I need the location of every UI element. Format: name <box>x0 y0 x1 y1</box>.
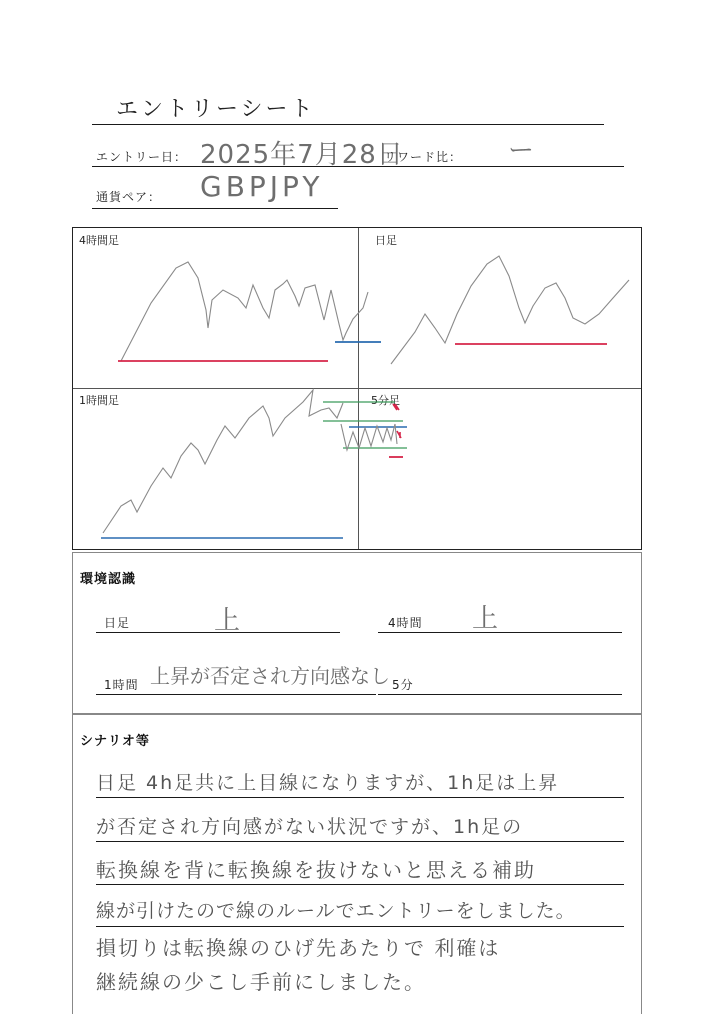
entry-date-label: エントリー日： <box>96 150 188 164</box>
scenario-underline-3 <box>96 884 624 885</box>
env-h1-value: 上昇が否定され方向感なし <box>150 664 390 688</box>
h1-price-sketch <box>103 390 343 533</box>
m5-red-arrow-icon <box>393 404 399 410</box>
scenario-line-6: 継続線の少こし手前にしました。 <box>96 970 426 994</box>
m5-red-arrow-icon-2 <box>397 431 401 438</box>
h4-price-sketch <box>121 262 368 361</box>
environment-box <box>72 552 642 714</box>
pair-label: 通貨ペア： <box>96 190 162 204</box>
scenario-underline-2 <box>96 841 624 842</box>
scenario-line-2: が否定され方向感がない状況ですが、1h足の <box>96 816 524 838</box>
reward-label: リワード比： <box>384 150 463 164</box>
sheet-title: エントリーシート <box>116 97 316 122</box>
env-h4-value: 上 <box>472 604 499 634</box>
chart-label-h1: 1時間足 <box>79 394 119 407</box>
scenario-line-3: 転換線を背に転換線を抜けないと思える補助 <box>96 858 536 882</box>
scenario-underline-4 <box>96 926 624 927</box>
env-h4-label: 4時間 <box>388 616 423 630</box>
env-daily-underline <box>96 632 340 633</box>
scenario-line-4: 線が引けたので線のルールでエントリーをしました。 <box>96 900 576 922</box>
m5-price-sketch <box>341 424 397 450</box>
env-h4-underline <box>378 632 622 633</box>
chart-sketches <box>73 228 643 551</box>
scenario-line-5: 損切りは転換線のひげ先あたりで 利確は <box>96 936 501 960</box>
environment-title: 環境認識 <box>80 572 137 587</box>
chart-label-m5: 5分足 <box>371 394 400 407</box>
scenario-line-1: 日足 4h足共に上目線になりますが、1h足は上昇 <box>96 772 560 794</box>
env-h1-label: 1時間 <box>104 678 139 692</box>
scenario-underline-1 <box>96 797 624 798</box>
env-m5-label: 5分 <box>392 678 414 692</box>
pair-value: GBPJPY <box>200 170 324 203</box>
daily-price-sketch <box>391 256 629 364</box>
chart-label-h4: 4時間足 <box>79 234 119 247</box>
env-daily-label: 日足 <box>104 616 131 630</box>
pair-underline <box>92 208 338 209</box>
chart-grid <box>72 227 642 550</box>
title-underline <box>92 124 604 125</box>
env-m5-underline <box>378 694 622 695</box>
scenario-title: シナリオ等 <box>80 734 150 749</box>
reward-underline <box>372 166 624 167</box>
env-h1-underline <box>96 694 376 695</box>
entry-date-value: 2025年7月28日 <box>200 140 404 170</box>
reward-value: ー <box>508 136 535 166</box>
chart-label-daily: 日足 <box>375 234 397 247</box>
env-daily-value: 上 <box>214 606 241 636</box>
entry-date-underline <box>92 166 372 167</box>
